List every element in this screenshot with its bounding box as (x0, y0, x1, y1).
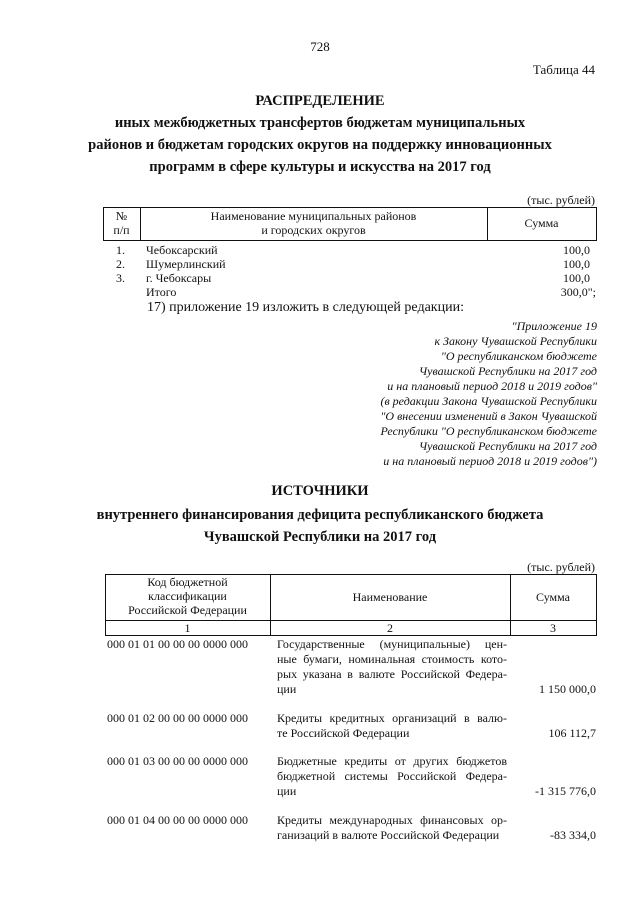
sources-row-name (277, 711, 507, 741)
sources-row-name-line: ции (277, 682, 297, 696)
sources-header-code: Код бюджетной (147, 575, 228, 589)
table44-title: РАСПРЕДЕЛЕНИЕ (255, 93, 385, 109)
table44-row-num: 2. (116, 257, 125, 271)
table44-row-num: 3. (116, 271, 125, 285)
sources-row-name (277, 754, 507, 799)
table44-row-sum: 100,0 (563, 243, 590, 257)
appendix-line: к Закону Чувашской Республики (434, 334, 597, 348)
appendix-line: Республики "О республиканском бюджете (380, 424, 597, 438)
table44-border-bottom (103, 240, 597, 241)
appendix-line: Чувашской Республики на 2017 год (418, 439, 597, 453)
sources-row-name-line: рых указана в валюте Российской Федера- (277, 667, 507, 681)
table44-subtitle-line: иных межбюджетных трансфертов бюджетам муниципальных (114, 115, 526, 131)
sources-subtitle-line: Чувашской Республики на 2017 год (203, 529, 437, 545)
sources-subtitle-line: внутреннего финансирования дефицита республиканского бюджета (96, 507, 544, 523)
instruction-text: 17) приложение 19 изложить в следующей редакции: (147, 300, 464, 315)
appendix-line: и на плановый период 2018 и 2019 годов" (387, 379, 597, 393)
table44-units: (тыс. рублей) (527, 193, 595, 207)
table44-header-name: Наименование муниципальных районов (210, 209, 417, 223)
table44-row-name: Шумерлинский (146, 257, 226, 271)
sources-row-code: 000 01 04 00 00 00 0000 000 (107, 813, 248, 827)
sources-border-right (596, 574, 597, 635)
sources-row-name-line: Кредиты кредитных организаций в валю- (277, 711, 507, 725)
table44-header-num: № (115, 209, 128, 223)
appendix-line: "О республиканском бюджете (440, 349, 597, 363)
table44-total-label: Итого (146, 285, 177, 299)
table44-row-sum: 100,0 (563, 271, 590, 285)
sources-units: (тыс. рублей) (527, 560, 595, 574)
table44-header-name: и городских округов (261, 223, 366, 237)
table44-row-name: Чебоксарский (146, 243, 218, 257)
sources-row-name (277, 637, 507, 697)
sources-row-name-line: Кредиты международных финансовых ор- (277, 813, 507, 827)
sources-row-code: 000 01 01 00 00 00 0000 000 (107, 637, 248, 651)
sources-row-name-line: ные бумаги, номинальная стоимость кото- (277, 652, 507, 666)
sources-row-code: 000 01 02 00 00 00 0000 000 (107, 711, 248, 725)
appendix-line: и на плановый период 2018 и 2019 годов") (383, 454, 597, 468)
appendix-line: "О внесении изменений в Закон Чувашской (380, 409, 597, 423)
table44-header-sum: Сумма (524, 216, 559, 230)
appendix-line: Чувашской Республики на 2017 год (418, 364, 597, 378)
table44-row-num: 1. (116, 243, 125, 257)
sources-title: ИСТОЧНИКИ (271, 483, 369, 499)
sources-row-name-line: Государственные (муниципальные) цен- (277, 637, 507, 651)
table44-subtitle-line: программ в сфере культуры и искусства на 2017 год (149, 159, 491, 175)
sources-col-number: 1 (184, 621, 191, 635)
sources-header-code: Российской Федерации (128, 603, 247, 617)
sources-row-sum: 106 112,7 (548, 726, 596, 740)
table44-subtitle-line: районов и бюджетам городских округов на поддержку инновационных (88, 137, 552, 153)
sources-header-sum: Сумма (536, 590, 570, 604)
sources-row-name-line: Бюджетные кредиты от других бюджетов (277, 754, 507, 768)
appendix-line: "Приложение 19 (511, 319, 597, 333)
sources-row-name-line: ции (277, 784, 297, 798)
table44-border-right (596, 207, 597, 240)
sources-row-name (277, 813, 507, 843)
table44-row-name: г. Чебоксары (146, 271, 212, 285)
page-number: 728 (310, 39, 330, 54)
table-label: Таблица 44 (532, 62, 595, 77)
table44-total-sum: 300,0"; (560, 285, 596, 299)
sources-row-name-line: ганизаций в валюте Российской Федерации (277, 828, 500, 842)
sources-row-sum: 1 150 000,0 (539, 682, 596, 696)
sources-row-name-line: те Российской Федерации (277, 726, 410, 740)
table44-header-num: п/п (113, 223, 130, 237)
sources-header-code: классификации (148, 589, 227, 603)
sources-row-sum: -83 334,0 (550, 828, 596, 842)
sources-header-name: Наименование (352, 590, 428, 604)
sources-row-name-line: бюджетной системы Российской Федера- (277, 769, 507, 783)
sources-row-code: 000 01 03 00 00 00 0000 000 (107, 754, 248, 768)
sources-row-sum: -1 315 776,0 (535, 784, 596, 798)
table44-row-sum: 100,0 (563, 257, 590, 271)
appendix-line: (в редакции Закона Чувашской Республики (380, 394, 597, 408)
sources-col-number: 2 (387, 621, 393, 635)
sources-col-number: 3 (550, 621, 556, 635)
table44-border-top (103, 207, 597, 208)
